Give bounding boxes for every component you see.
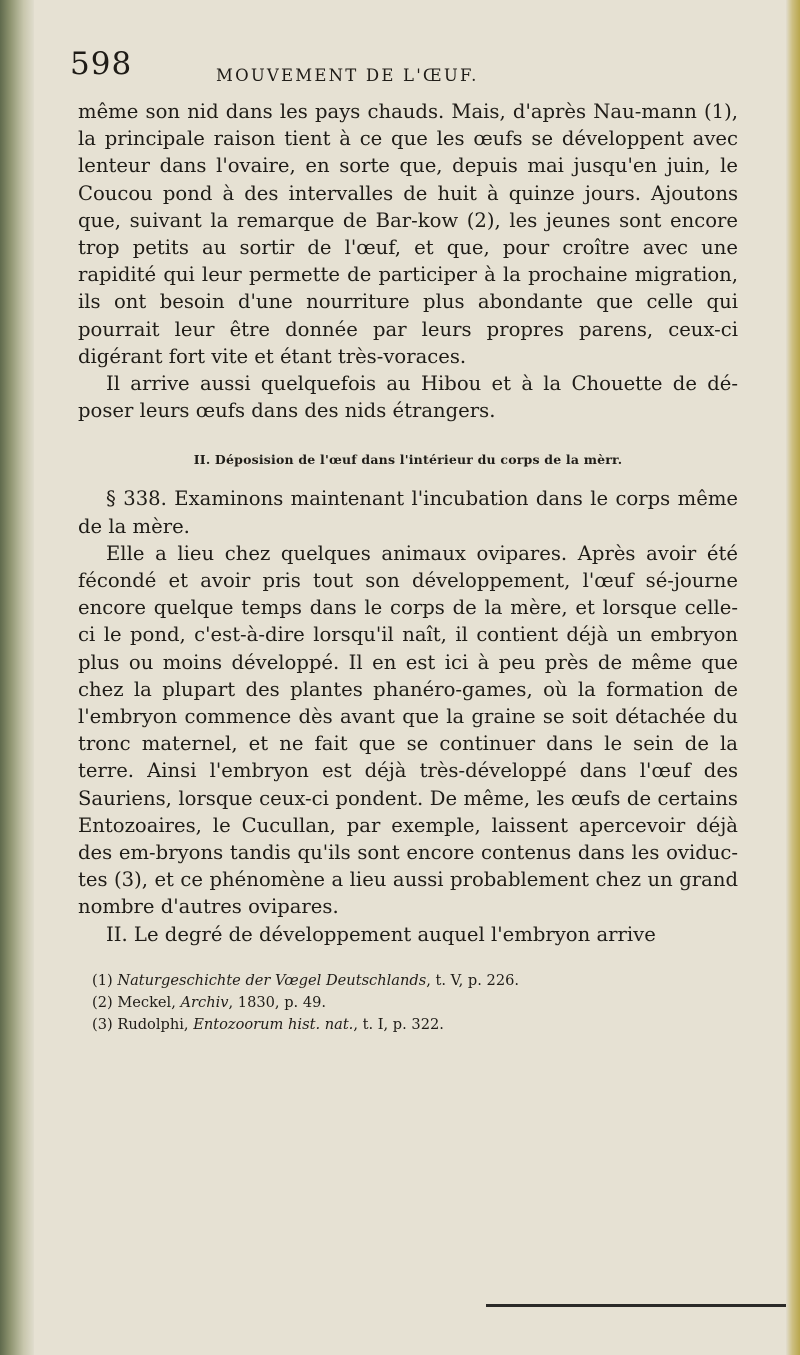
paragraph-section-338: § 338. Examinons maintenant l'incubation dans le corps même de la mère. bbox=[78, 487, 738, 538]
footnote-title: Naturgeschichte der Vœgel Deutschlands bbox=[117, 971, 427, 989]
footnote-number: (1) bbox=[92, 971, 113, 989]
section-heading: II. Déposision de l'œuf dans l'intérieur du corps de la mèrr. bbox=[193, 452, 623, 468]
page-header bbox=[70, 46, 738, 92]
footnote-3 bbox=[92, 1014, 738, 1036]
paragraph-owl: Il arrive aussi quelquefois au Hibou et à la Chouette de dé-poser leurs œufs dans des nids étrangers. bbox=[78, 372, 738, 423]
footnote-number: (2) bbox=[92, 993, 113, 1011]
footnote-pre: Rudolphi, bbox=[117, 1015, 194, 1033]
footnote-pre: Meckel, bbox=[117, 993, 181, 1011]
paragraph-cuckoo: même son nid dans les pays chauds. Mais, d'après Nau-mann (1), la principale raison tient à ce que les œufs se développent avec lenteur dans l'ovaire, en sorte que, depuis mai jusqu'en juin, le Coucou pond à des intervalles de huit à quinze jours. Ajoutons que, suivant la remarque de Bar-kow (2), les jeunes sont encore trop petits au sortir de l'œuf, et que, pour croître avec une rapidité qui leur permette de participer à la prochaine migration, ils ont besoin d'une nourriture plus abondante que celle qui pourrait leur être donnée par leurs propres parens, ceux-ci digérant fort vite et étant très-voraces. bbox=[78, 100, 738, 368]
footnote-title: Entozoorum hist. nat. bbox=[193, 1015, 354, 1033]
footnote-post: , t. V, p. 226. bbox=[426, 971, 520, 989]
page-number: 598 bbox=[70, 46, 133, 82]
footnote-post: , t. I, p. 322. bbox=[353, 1015, 444, 1033]
running-head: MOUVEMENT DE L'ŒUF. bbox=[216, 66, 479, 85]
footnotes bbox=[78, 970, 738, 1036]
paragraph-oviparous: Elle a lieu chez quelques animaux ovipares. Après avoir été fécondé et avoir pris tout son développement, l'œuf sé-journe encore quelque temps dans le corps de la mère, et lorsque celle-ci le pond, c'est-à-dire lorsqu'il naît, il contient déjà un embryon plus ou moins développé. Il en est ici à peu près de même que chez la plupart des plantes phanéro-games, où la formation de l'embryon commence dès avant que la graine se soit détachée du tronc maternel, et ne fait que se continuer dans le sein de la terre. Ainsi l'embryon est déjà très-développé dans l'œuf des Sauriens, lorsque ceux-ci pondent. De même, les œufs de certains Entozoaires, le Cucullan, par exemple, laissent apercevoir déjà des em-bryons tandis qu'ils sont encore contenus dans les oviduc-tes (3), et ce phénomène a lieu aussi probablement chez un grand nombre d'autres ovipares. bbox=[78, 541, 738, 919]
book-page bbox=[70, 46, 738, 1036]
footnote-title: Archiv bbox=[180, 993, 229, 1011]
footnote-number: (3) bbox=[92, 1015, 113, 1033]
footnote-post: , 1830, p. 49. bbox=[228, 993, 327, 1011]
scan-left-edge bbox=[0, 0, 34, 1355]
scan-right-edge bbox=[786, 0, 800, 1355]
footnote-2 bbox=[92, 992, 738, 1014]
paragraph-development-degree: II. Le degré de développement auquel l'embryon arrive bbox=[106, 922, 656, 946]
scan-bottom-line bbox=[486, 1304, 786, 1307]
footnote-1 bbox=[92, 970, 738, 992]
